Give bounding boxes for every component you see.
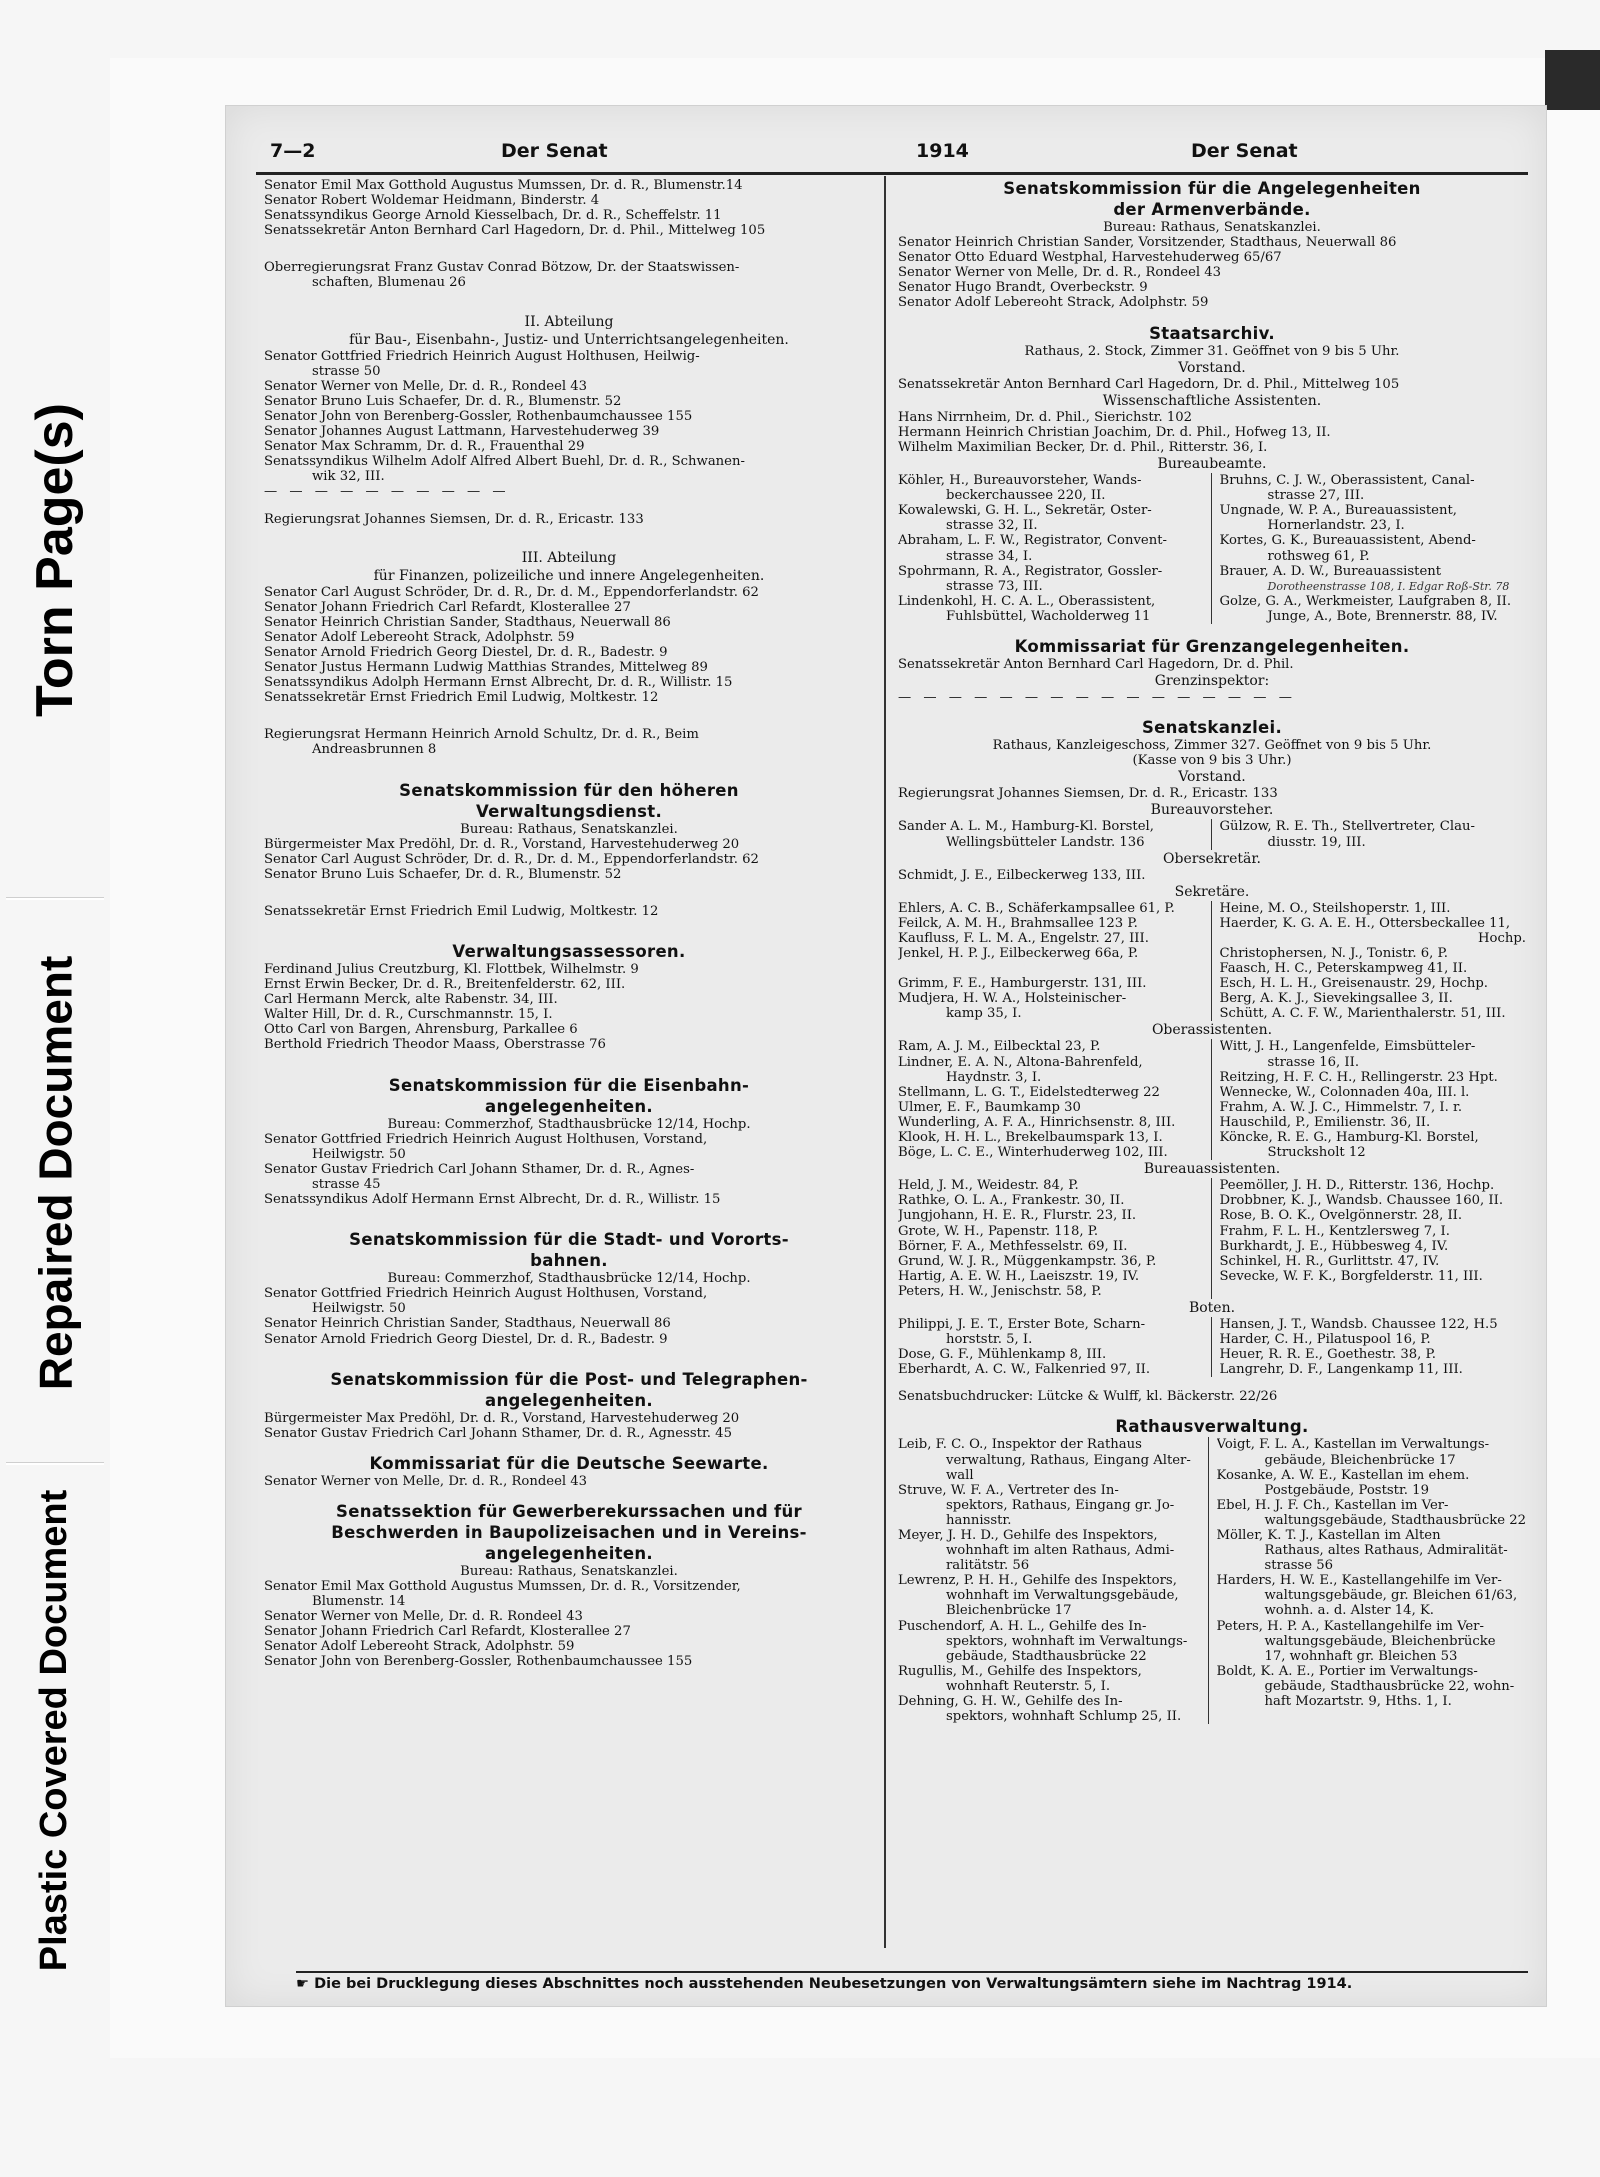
text-line: Andreasbrunnen 8 bbox=[312, 742, 437, 758]
text-line: Senator Werner von Melle, Dr. d. R., Rondeel 43 bbox=[264, 1473, 588, 1489]
abteilung-3-list bbox=[264, 585, 874, 706]
text-line: Haydnstr. 3, I. bbox=[946, 1069, 1042, 1085]
header-left-title: Der Senat bbox=[501, 140, 608, 163]
scan-edge bbox=[1545, 50, 1600, 110]
subsection-title: Vorstand. bbox=[1178, 359, 1246, 376]
text-line: Senator Emil Max Gotthold Augustus Mumssen, Dr. d. R., Blumenstr.14 bbox=[264, 178, 743, 193]
text-line: Berg, A. K. J., Sievekingsallee 3, II. bbox=[1219, 991, 1453, 1007]
text-line: Bürgermeister Max Predöhl, Dr. d. R., Vorstand, Harvestehuderweg 20 bbox=[264, 836, 740, 852]
two-column-list bbox=[898, 1437, 1526, 1724]
text-line: Esch, H. L. H., Greisenaustr. 29, Hochp. bbox=[1219, 976, 1488, 992]
text-line: Berthold Friedrich Theodor Maass, Oberstrasse 76 bbox=[264, 1037, 606, 1053]
text-line: Senator Max Schramm, Dr. d. R., Frauenthal 29 bbox=[264, 439, 585, 455]
text-line: beckerchaussee 220, II. bbox=[946, 488, 1106, 504]
text-line: Struve, W. F. A., Vertreter des In- bbox=[898, 1482, 1119, 1498]
text-line: Ebel, H. J. F. Ch., Kastellan im Ver- bbox=[1216, 1497, 1449, 1513]
subsection-title: Vorstand. bbox=[1178, 769, 1246, 786]
text-line: Ehlers, A. C. B., Schäferkampsallee 61, P. bbox=[898, 900, 1175, 916]
text-line: spektors, wohnhaft im Verwaltungs- bbox=[946, 1633, 1188, 1649]
sidebar-divider bbox=[6, 897, 104, 900]
section-heading: Verwaltungsassessoren. bbox=[452, 942, 686, 961]
bureau-line: Bureau: Commerzhof, Stadthausbrücke 12/14, Hochp. bbox=[387, 1116, 751, 1132]
text-line: Postgebäude, Poststr. 19 bbox=[1264, 1482, 1429, 1498]
text-line: Senatssekretär Anton Bernhard Carl Hagedorn, Dr. d. Phil., Mittelweg 105 bbox=[264, 223, 766, 239]
text-line: Senator Gottfried Friedrich Heinrich August Holthusen, Vorstand, bbox=[264, 1286, 708, 1302]
text-line: Leib, F. C. O., Inspektor der Rathaus bbox=[898, 1437, 1142, 1453]
text-line: Senatssyndikus George Arnold Kiesselbach, Dr. d. R., Scheffelstr. 11 bbox=[264, 208, 722, 224]
text-line bbox=[898, 961, 1205, 976]
text-line: ralitätstr. 56 bbox=[946, 1558, 1030, 1574]
text-line: Rathaus, altes Rathaus, Admiralität- bbox=[1264, 1543, 1508, 1559]
text-line: Dehning, G. H. W., Gehilfe des In- bbox=[898, 1694, 1123, 1710]
text-line: Senator Robert Woldemar Heidmann, Binderstr. 4 bbox=[264, 193, 600, 209]
text-line: spektors, wohnhaft Schlump 25, II. bbox=[946, 1709, 1182, 1725]
text-line: Voigt, F. L. A., Kastellan im Verwaltungs- bbox=[1216, 1437, 1490, 1453]
oberregierungsrat bbox=[264, 260, 874, 290]
text-line: Langrehr, D. F., Langenkamp 11, III. bbox=[1219, 1362, 1463, 1378]
text-line: Klook, H. H. L., Brekelbaumspark 13, I. bbox=[898, 1130, 1163, 1146]
text-line: Bürgermeister Max Predöhl, Dr. d. R., Vorstand, Harvestehuderweg 20 bbox=[264, 1410, 740, 1426]
text-line: Hansen, J. T., Wandsb. Chaussee 122, H.5 bbox=[1219, 1316, 1498, 1332]
pointing-hand-icon: ☛ bbox=[296, 1975, 315, 1992]
text-line: Jenkel, H. P. J., Eilbeckerweg 66a, P. bbox=[898, 946, 1139, 961]
section-title: III. Abteilung bbox=[521, 549, 617, 566]
text-line: strasse 34, I. bbox=[946, 548, 1033, 564]
bureau-line: Bureau: Rathaus, Senatskanzlei. bbox=[1103, 220, 1321, 235]
text-line: wohnhaft Reuterstr. 5, I. bbox=[946, 1678, 1111, 1694]
section-heading: Senatskommission für die Stadt- und Vororts- bbox=[349, 1230, 789, 1250]
text-line: Junge, A., Bote, Brennerstr. 88, IV. bbox=[1267, 608, 1498, 624]
text-line: Jungjohann, H. E. R., Flurstr. 23, II. bbox=[898, 1208, 1137, 1224]
text-line: strasse 32, II. bbox=[946, 518, 1038, 534]
header-year: 1914 bbox=[916, 140, 969, 163]
text-line: Burkhardt, J. E., Hübbesweg 4, IV. bbox=[1219, 1238, 1449, 1254]
text-line: Gülzow, R. E. Th., Stellvertreter, Clau- bbox=[1219, 819, 1475, 835]
page-header bbox=[256, 132, 1528, 175]
two-column-list bbox=[898, 1039, 1526, 1160]
text-line: Lindenkohl, H. C. A. L., Oberassistent, bbox=[898, 593, 1156, 609]
text-line: Wellingsbütteler Landstr. 136 bbox=[946, 834, 1145, 850]
text-line: Ernst Erwin Becker, Dr. d. R., Breitenfelderstr. 62, III. bbox=[264, 977, 626, 993]
bureau-line: Bureau: Rathaus, Senatskanzlei. bbox=[460, 821, 678, 837]
text-line: strasse 50 bbox=[312, 363, 381, 379]
text-line: Heine, M. O., Steilshoperstr. 1, III. bbox=[1219, 900, 1451, 916]
text-line: Böge, L. C. E., Winterhuderweg 102, III. bbox=[898, 1145, 1168, 1161]
text-line: Senator Johann Friedrich Carl Refardt, Klosterallee 27 bbox=[264, 599, 631, 615]
text-line: Senatssyndikus Wilhelm Adolf Alfred Albert Buehl, Dr. d. R., Schwanen- bbox=[264, 454, 745, 470]
text-line: Schmidt, J. E., Eilbeckerweg 133, III. bbox=[898, 867, 1146, 883]
text-line: Ferdinand Julius Creutzburg, Kl. Flottbek, Wilhelmstr. 9 bbox=[264, 962, 639, 977]
text-line: Möller, K. T. J., Kastellan im Alten bbox=[1216, 1528, 1441, 1543]
section-heading: Senatskanzlei. bbox=[1141, 718, 1283, 738]
text-line: Stellmann, L. G. T., Eidelstedterweg 22 bbox=[898, 1084, 1160, 1100]
text-line: Frahm, F. L. H., Kentzlersweg 7, I. bbox=[1219, 1223, 1450, 1239]
section-heading: Senatskommission für die Eisenbahn- bbox=[388, 1075, 750, 1095]
text-line: strasse 27, III. bbox=[1267, 488, 1365, 504]
text-line: Kowalewski, G. H. L., Sekretär, Oster- bbox=[898, 503, 1152, 519]
text-line: Senator Adolf Lebereoht Strack, Adolphstr. 59 bbox=[264, 629, 575, 645]
text-line: Köncke, R. E. G., Hamburg-Kl. Borstel, bbox=[1219, 1130, 1479, 1146]
section-heading: Senatskommission für die Angelegenheiten bbox=[1003, 179, 1421, 198]
two-column-list bbox=[898, 901, 1526, 1022]
text-line: Senator Carl August Schröder, Dr. d. R., Dr. d. M., Eppendorferlandstr. 62 bbox=[264, 851, 759, 867]
text-line: Sander A. L. M., Hamburg-Kl. Borstel, bbox=[898, 819, 1154, 835]
text-line: Bleichenbrücke 17 bbox=[946, 1603, 1072, 1619]
text-line: Haerder, K. G. A. E. H., Ottersbeckallee 11, bbox=[1219, 915, 1511, 931]
text-line: Meyer, J. H. D., Gehilfe des Inspektors, bbox=[898, 1528, 1158, 1543]
text-line: Senator Gottfried Friedrich Heinrich August Holthusen, Vorstand, bbox=[264, 1131, 708, 1147]
footer-text: Die bei Drucklegung dieses Abschnittes noch ausstehenden Neubesetzungen von Verwaltungsämtern siehe im Nachtrag 1914. bbox=[314, 1975, 1353, 1992]
text-line: Faasch, H. C., Peterskampweg 41, II. bbox=[1219, 961, 1468, 977]
text-line: Senator Gottfried Friedrich Heinrich August Holthusen, Heilwig- bbox=[264, 348, 700, 364]
text-line: Grund, W. J. R., Müggenkampstr. 36, P. bbox=[898, 1253, 1157, 1269]
subsection-title: Wissenschaftliche Assistenten. bbox=[1102, 392, 1322, 409]
text-line: Wilhelm Maximilian Becker, Dr. d. Phil., Ritterstr. 36, I. bbox=[898, 439, 1268, 455]
text-line: Senatssekretär Ernst Friedrich Emil Ludwig, Moltkestr. 12 bbox=[264, 903, 659, 919]
text-line: Senatssekretär Anton Bernhard Carl Hagedorn, Dr. d. Phil. bbox=[898, 656, 1294, 672]
text-line: Senator Gustav Friedrich Carl Johann Sthamer, Dr. d. R., Agnes- bbox=[264, 1161, 695, 1177]
repaired-document-label: Repaired Document bbox=[29, 955, 81, 1390]
text-line: Heuer, R. R. E., Goethestr. 38, P. bbox=[1219, 1347, 1436, 1363]
bureau-line: Bureau: Commerzhof, Stadthausbrücke 12/14, Hochp. bbox=[387, 1271, 751, 1287]
text-line: Ulmer, E. F., Baumkamp 30 bbox=[898, 1099, 1081, 1115]
left-column bbox=[264, 178, 874, 1966]
text-line: gebäude, Bleichenbrücke 17 bbox=[1264, 1452, 1456, 1468]
text-line: Golze, G. A., Werkmeister, Laufgraben 8, II. bbox=[1219, 593, 1512, 609]
text-line: Senator Heinrich Christian Sander, Vorsitzender, Stadthaus, Neuerwall 86 bbox=[898, 235, 1397, 251]
text-line: Otto Carl von Bargen, Ahrensburg, Parkallee 6 bbox=[264, 1022, 578, 1038]
text-line: wohnhaft im Verwaltungsgebäude, bbox=[946, 1588, 1179, 1604]
section-heading: Senatssektion für Gewerberekurssachen und für bbox=[336, 1501, 802, 1521]
text-line: Senator Heinrich Christian Sander, Stadthaus, Neuerwall 86 bbox=[264, 1316, 671, 1332]
text-line: Abraham, L. F. W., Registrator, Convent- bbox=[898, 533, 1167, 549]
text-line: Dose, G. F., Mühlenkamp 8, III. bbox=[898, 1347, 1107, 1363]
text-line: Senator Werner von Melle, Dr. d. R., Rondeel 43 bbox=[264, 378, 588, 394]
header-right-title: Der Senat bbox=[1191, 140, 1298, 163]
text-line: waltungsgebäude, Bleichenbrücke bbox=[1264, 1633, 1496, 1649]
text-line: diusstr. 19, III. bbox=[1267, 834, 1366, 850]
text-line: Frahm, A. W. J. C., Himmelstr. 7, I. r. bbox=[1219, 1099, 1463, 1115]
text-line: Regierungsrat Hermann Heinrich Arnold Schultz, Dr. d. R., Beim bbox=[264, 727, 699, 743]
text-line: Senator Werner von Melle, Dr. d. R., Rondeel 43 bbox=[898, 265, 1222, 281]
subsection-title: Boten. bbox=[1188, 1299, 1236, 1316]
text-line: Senator Emil Max Gotthold Augustus Mumssen, Dr. d. R., Vorsitzender, bbox=[264, 1578, 741, 1594]
section-heading: Rathausverwaltung. bbox=[1115, 1417, 1309, 1437]
section-title: II. Abteilung bbox=[524, 313, 614, 330]
text-line: Harders, H. W. E., Kastellangehilfe im Ver- bbox=[1216, 1573, 1502, 1589]
subsection-title: Bureaubeamte. bbox=[1157, 456, 1267, 473]
text-line: strasse 45 bbox=[312, 1176, 381, 1192]
subsection-title: Bureauassistenten. bbox=[1143, 1161, 1281, 1178]
text-line: schaften, Blumenau 26 bbox=[312, 275, 466, 291]
text-line: Senator Adolf Lebereoht Strack, Adolphstr. 59 bbox=[264, 1639, 575, 1655]
text-line: Kortes, G. K., Bureauassistent, Abend- bbox=[1219, 533, 1476, 549]
text-line: Lewrenz, P. H. H., Gehilfe des Inspektors, bbox=[898, 1573, 1177, 1589]
text-line: Witt, J. H., Langenfelde, Eimsbütteler- bbox=[1219, 1039, 1476, 1055]
text-line: waltungsgebäude, gr. Bleichen 61/63, bbox=[1264, 1588, 1518, 1604]
text-line: Oberregierungsrat Franz Gustav Conrad Bötzow, Dr. der Staatswissen- bbox=[264, 260, 740, 276]
bureau-line: Bureau: Rathaus, Senatskanzlei. bbox=[460, 1563, 678, 1579]
text-line: Held, J. M., Weidestr. 84, P. bbox=[898, 1178, 1079, 1194]
text-line: kamp 35, I. bbox=[946, 1006, 1022, 1022]
text-line: Fuhlsbüttel, Wacholderweg 11 bbox=[946, 608, 1151, 624]
section-subtitle: für Finanzen, polizeiliche und innere Angelegenheiten. bbox=[373, 567, 765, 584]
subsection-title: Oberassistenten. bbox=[1151, 1022, 1273, 1039]
buchdrucker-line: Senatsbuchdrucker: Lütcke & Wulff, kl. Bäckerstr. 22/26 bbox=[898, 1389, 1278, 1405]
page-number: 7—2 bbox=[270, 140, 316, 163]
text-line: Harder, C. H., Pilatuspool 16, P. bbox=[1219, 1332, 1431, 1348]
text-line: Hauschild, P., Emilienstr. 36, II. bbox=[1219, 1114, 1431, 1130]
text-line: Schütt, A. C. F. W., Marienthalerstr. 51, III. bbox=[1219, 1006, 1506, 1022]
text-line: Lindner, E. A. N., Altona-Bahrenfeld, bbox=[898, 1054, 1143, 1070]
abteilung-2-list bbox=[264, 349, 874, 500]
torn-pages-label: Torn Page(s) bbox=[26, 403, 84, 717]
text-line: Kaufluss, F. L. M. A., Engelstr. 27, III. bbox=[898, 930, 1149, 946]
text-line: Hornerlandstr. 23, I. bbox=[1267, 518, 1405, 534]
text-line: gebäude, Stadthausbrücke 22, wohn- bbox=[1264, 1678, 1515, 1694]
text-line: Köhler, H., Bureauvorsteher, Wands- bbox=[898, 473, 1142, 489]
text-line: spektors, Rathaus, Eingang gr. Jo- bbox=[946, 1497, 1175, 1513]
text-line: Senatssyndikus Adolf Hermann Ernst Albrecht, Dr. d. R., Willistr. 15 bbox=[264, 1192, 721, 1208]
text-line: Walter Hill, Dr. d. R., Curschmannstr. 15, I. bbox=[264, 1007, 553, 1023]
section-heading: Verwaltungsdienst. bbox=[475, 801, 663, 821]
text-line: haft Mozartstr. 9, Hths. 1, I. bbox=[1264, 1694, 1452, 1710]
subsection-title: Bureauvorsteher. bbox=[1150, 802, 1274, 819]
text-line: Sevecke, W. F. K., Borgfelderstr. 11, III. bbox=[1219, 1268, 1483, 1284]
text-line: Senatssekretär Ernst Friedrich Emil Ludwig, Moltkestr. 12 bbox=[264, 690, 659, 706]
text-line: Senator Johannes August Lattmann, Harvestehuderweg 39 bbox=[264, 424, 660, 440]
text-line: Grimm, F. E., Hamburgerstr. 131, III. bbox=[898, 976, 1147, 992]
text-line: Kosanke, A. W. E., Kastellan im ehem. bbox=[1216, 1467, 1470, 1483]
text-line: wohnh. a. d. Alster 14, K. bbox=[1264, 1603, 1434, 1619]
text-line: Senator Gustav Friedrich Carl Johann Sthamer, Dr. d. R., Agnesstr. 45 bbox=[264, 1425, 732, 1441]
section-heading: angelegenheiten. bbox=[485, 1390, 653, 1410]
text-line: Peters, H. W., Jenischstr. 58, P. bbox=[898, 1283, 1102, 1299]
text-line: Hartig, A. E. W. H., Laeiszstr. 19, IV. bbox=[898, 1268, 1140, 1284]
bureau-line: Rathaus, 2. Stock, Zimmer 31. Geöffnet von 9 bis 5 Uhr. bbox=[1024, 343, 1400, 359]
text-line: Senator Arnold Friedrich Georg Diestel, Dr. d. R., Badestr. 9 bbox=[264, 1331, 668, 1347]
text-line: Mudjera, H. W. A., Holsteinischer- bbox=[898, 991, 1127, 1007]
text-line: Regierungsrat Johannes Siemsen, Dr. d. R., Ericastr. 133 bbox=[898, 786, 1278, 802]
sidebar bbox=[0, 0, 110, 2177]
text-line: Hans Nirrnheim, Dr. d. Phil., Sierichstr. 102 bbox=[898, 409, 1193, 425]
subsection-title: Sekretäre. bbox=[1174, 883, 1250, 900]
text-line: Senator Adolf Lebereoht Strack, Adolphstr. 59 bbox=[898, 295, 1209, 311]
text-line: Strucksholt 12 bbox=[1267, 1145, 1366, 1161]
text-line: Schinkel, H. R., Gurlittstr. 47, IV. bbox=[1219, 1253, 1440, 1269]
text-line: Eberhardt, A. C. W., Falkenried 97, II. bbox=[898, 1362, 1151, 1378]
two-column-list bbox=[898, 1317, 1526, 1377]
sidebar-divider bbox=[6, 1462, 104, 1465]
text-line: Ungnade, W. P. A., Bureauassistent, bbox=[1219, 503, 1457, 519]
text-line: Senator John von Berenberg-Gossler, Rothenbaumchaussee 155 bbox=[264, 1654, 693, 1670]
text-line: 17, wohnhaft gr. Bleichen 53 bbox=[1264, 1648, 1458, 1664]
text-line: Senatssekretär Anton Bernhard Carl Hagedorn, Dr. d. Phil., Mittelweg 105 bbox=[898, 376, 1400, 392]
text-line: gebäude, Stadthausbrücke 22 bbox=[946, 1648, 1147, 1664]
text-line: Brauer, A. D. W., Bureauassistent bbox=[1219, 563, 1442, 579]
text-line: wall bbox=[946, 1467, 974, 1483]
two-column-list bbox=[898, 473, 1526, 624]
text-line: Peters, H. P. A., Kastellangehilfe im Ver- bbox=[1216, 1618, 1484, 1634]
text-line: Heilwigstr. 50 bbox=[312, 1301, 406, 1317]
text-line: strasse 16, II. bbox=[1267, 1054, 1360, 1070]
subsection-title: Obersekretär. bbox=[1163, 850, 1261, 867]
text-line: Christophersen, N. J., Tonistr. 6, P. bbox=[1219, 946, 1448, 961]
section-heading: Senatskommission für die Post- und Telegraphen- bbox=[330, 1369, 808, 1389]
text-line: Philippi, J. E. T., Erster Bote, Scharn- bbox=[898, 1316, 1146, 1332]
text-line: verwaltung, Rathaus, Eingang Alter- bbox=[946, 1452, 1191, 1468]
text-line: Senatssyndikus Adolph Hermann Ernst Albrecht, Dr. d. R., Willistr. 15 bbox=[264, 675, 733, 691]
section-heading: Kommissariat für Grenzangelegenheiten. bbox=[1014, 636, 1410, 656]
text-line: Rathke, O. L. A., Frankestr. 30, II. bbox=[898, 1193, 1125, 1209]
text-line: strasse 56 bbox=[1264, 1558, 1334, 1574]
bureau-line: (Kasse von 9 bis 3 Uhr.) bbox=[1132, 753, 1292, 769]
text-line: Börner, F. A., Methfesselstr. 69, II. bbox=[898, 1238, 1128, 1254]
section-heading: angelegenheiten. bbox=[485, 1096, 653, 1116]
text-line: strasse 73, III. bbox=[946, 578, 1043, 594]
dash-separator: — — — — — — — — — — — — — — — — bbox=[898, 690, 1296, 706]
text-line: Heilwigstr. 50 bbox=[312, 1146, 406, 1162]
regierungsrat-line: Regierungsrat Johannes Siemsen, Dr. d. R., Ericastr. 133 bbox=[264, 511, 644, 527]
document-page bbox=[225, 105, 1547, 2007]
text-line: Senator Carl August Schröder, Dr. d. R., Dr. d. M., Eppendorferlandstr. 62 bbox=[264, 584, 759, 600]
text-line: Bruhns, C. J. W., Oberassistent, Canal- bbox=[1219, 473, 1475, 489]
text-line: Senator Bruno Luis Schaefer, Dr. d. R., Blumenstr. 52 bbox=[264, 866, 622, 882]
section-heading: Kommissariat für die Deutsche Seewarte. bbox=[369, 1453, 769, 1473]
text-line: hannisstr. bbox=[946, 1512, 1012, 1528]
two-column-list bbox=[898, 1178, 1526, 1299]
text-line: horststr. 5, I. bbox=[946, 1332, 1033, 1348]
text-line: Hochp. bbox=[1478, 930, 1526, 946]
text-line: wik 32, III. bbox=[312, 469, 385, 485]
text-line: Drobbner, K. J., Wandsb. Chaussee 160, II. bbox=[1219, 1193, 1504, 1209]
text-line: Senator Bruno Luis Schaefer, Dr. d. R., Blumenstr. 52 bbox=[264, 393, 622, 409]
text-line: Senator Johann Friedrich Carl Refardt, Klosterallee 27 bbox=[264, 1624, 631, 1640]
section-heading: bahnen. bbox=[530, 1251, 608, 1271]
subsection-title: Grenzinspektor: bbox=[1154, 673, 1270, 690]
text-line: Rose, B. O. K., Övelgönnerstr. 28, II. bbox=[1219, 1208, 1463, 1224]
text-line: Senator Werner von Melle, Dr. d. R. Rondeel 43 bbox=[264, 1609, 583, 1625]
section-subtitle: für Bau-, Eisenbahn-, Justiz- und Unterrichtsangelegenheiten. bbox=[349, 331, 789, 348]
bureau-line: Rathaus, Kanzleigeschoss, Zimmer 327. Geöffnet von 9 bis 5 Uhr. bbox=[992, 738, 1432, 754]
text-line: waltungsgebäude, Stadthausbrücke 22 bbox=[1264, 1512, 1526, 1528]
text-line: Wunderling, A. F. A., Hinrichsenstr. 8, III. bbox=[898, 1114, 1176, 1130]
section-heading: Staatsarchiv. bbox=[1149, 323, 1275, 343]
text-line: Senator Arnold Friedrich Georg Diestel, Dr. d. R., Badestr. 9 bbox=[264, 644, 668, 660]
text-line: Ram, A. J. M., Eilbecktal 23, P. bbox=[898, 1039, 1101, 1055]
footer-note bbox=[296, 1971, 1528, 1992]
text-line: Carl Hermann Merck, alte Rabenstr. 34, III. bbox=[264, 992, 558, 1008]
text-line: wohnhaft im alten Rathaus, Admi- bbox=[946, 1543, 1175, 1559]
dash-separator: — — — — — — — — — — bbox=[264, 484, 510, 500]
text-line: Feilck, A. M. H., Brahmsallee 123 P. bbox=[898, 915, 1138, 931]
two-column-list bbox=[898, 819, 1526, 849]
text-line: Spohrmann, R. A., Registrator, Gossler- bbox=[898, 563, 1163, 579]
text-line: Senator Heinrich Christian Sander, Stadthaus, Neuerwall 86 bbox=[264, 614, 671, 630]
text-line: Wennecke, W., Colonnaden 40a, III. l. bbox=[1219, 1084, 1470, 1100]
text-line: Senator Justus Hermann Ludwig Matthias Strandes, Mittelweg 89 bbox=[264, 660, 708, 676]
section-heading: Beschwerden in Baupolizeisachen und in Vereins- bbox=[331, 1522, 807, 1542]
text-line: Senator John von Berenberg-Gossler, Rothenbaumchaussee 155 bbox=[264, 408, 693, 424]
section-heading: angelegenheiten. bbox=[485, 1543, 653, 1563]
text-line: Boldt, K. A. E., Portier im Verwaltungs- bbox=[1216, 1663, 1478, 1679]
handwritten-correction: Dorotheenstrasse 108, I. Edgar Roß-Str. 78 bbox=[1267, 579, 1510, 593]
text-line: Reitzing, H. F. C. H., Rellingerstr. 23 Hpt. bbox=[1219, 1069, 1498, 1085]
text-line: Grote, W. H., Papenstr. 118, P. bbox=[898, 1223, 1099, 1239]
section-heading: der Armenverbände. bbox=[1113, 200, 1311, 219]
right-column bbox=[898, 178, 1526, 1966]
regierungsrat-2 bbox=[264, 727, 874, 757]
text-line: rothsweg 61, P. bbox=[1267, 548, 1370, 564]
text-line: Hermann Heinrich Christian Joachim, Dr. d. Phil., Hofweg 13, II. bbox=[898, 424, 1331, 440]
text-line: Rugullis, M., Gehilfe des Inspektors, bbox=[898, 1663, 1142, 1679]
plastic-covered-label: Plastic Covered Document bbox=[33, 1489, 76, 1971]
senators-block bbox=[264, 178, 874, 238]
text-line: Blumenstr. 14 bbox=[312, 1594, 406, 1610]
column-divider bbox=[884, 176, 886, 1948]
text-line: Senator Hugo Brandt, Overbeckstr. 9 bbox=[898, 280, 1148, 296]
section-heading: Senatskommission für den höheren bbox=[399, 780, 739, 800]
text-line: Peemöller, J. H. D., Ritterstr. 136, Hochp. bbox=[1219, 1178, 1495, 1194]
text-line: Senator Otto Eduard Westphal, Harvestehuderweg 65/67 bbox=[898, 250, 1282, 266]
text-line: Puschendorf, A. H. L., Gehilfe des In- bbox=[898, 1618, 1147, 1634]
